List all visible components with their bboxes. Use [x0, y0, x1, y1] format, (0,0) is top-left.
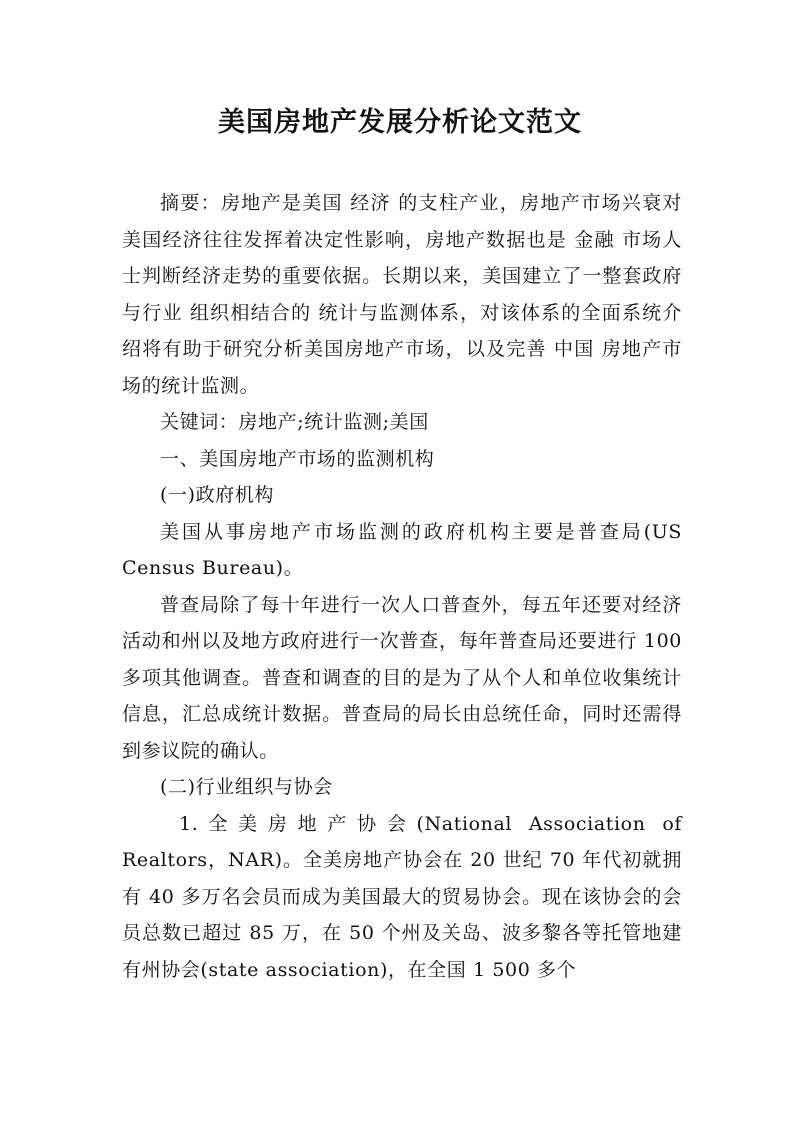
- body-paragraph-census: 美国从事房地产市场监测的政府机构主要是普查局(US Census Bureau)。: [122, 520, 682, 579]
- body-paragraph-census-detail: 普查局除了每十年进行一次人口普查外，每五年还要对经济活动和州以及地方政府进行一次普查，每年普查局还要进行 100 多项其他调查。普查和调查的目的是为了从个人和单位收集统计信息，汇总成统计数据。普查局的局长由总统任命，同时还需得到参议院的确认。: [122, 593, 682, 762]
- body-paragraph-nar: 1.全美房地产协会(National Association of Realtors，NAR)。全美房地产协会在 20 世纪 70 年代初就拥有 40 多万名会员而成为美国最大的贸易协会。现在该协会的会员总数已超过 85 万，在 50 个州及关岛、波多黎各等托管地建有州协会(state association)，在全国 1 500 多个: [122, 812, 682, 981]
- abstract-paragraph: 摘要：房地产是美国 经济 的支柱产业，房地产市场兴衰对美国经济往往发挥着决定性影响，房地产数据也是 金融 市场人士判断经济走势的重要依据。长期以来，美国建立了一整套政府与行业 组织相结合的 统计与监测体系，对该体系的全面系统介绍将有助于研究分析美国房地产市场，以及完善 中国 房地产市场的统计监测。: [122, 192, 682, 397]
- section-heading-1: 一、美国房地产市场的监测机构: [160, 447, 435, 470]
- keywords-paragraph: 关键词：房地产;统计监测;美国: [160, 411, 429, 433]
- subsection-heading-associations: (二)行业组织与协会: [160, 776, 333, 798]
- subsection-heading-government: (一)政府机构: [160, 484, 275, 506]
- document-body: [122, 185, 682, 988]
- document-title: 美国房地产发展分析论文范文: [218, 107, 582, 138]
